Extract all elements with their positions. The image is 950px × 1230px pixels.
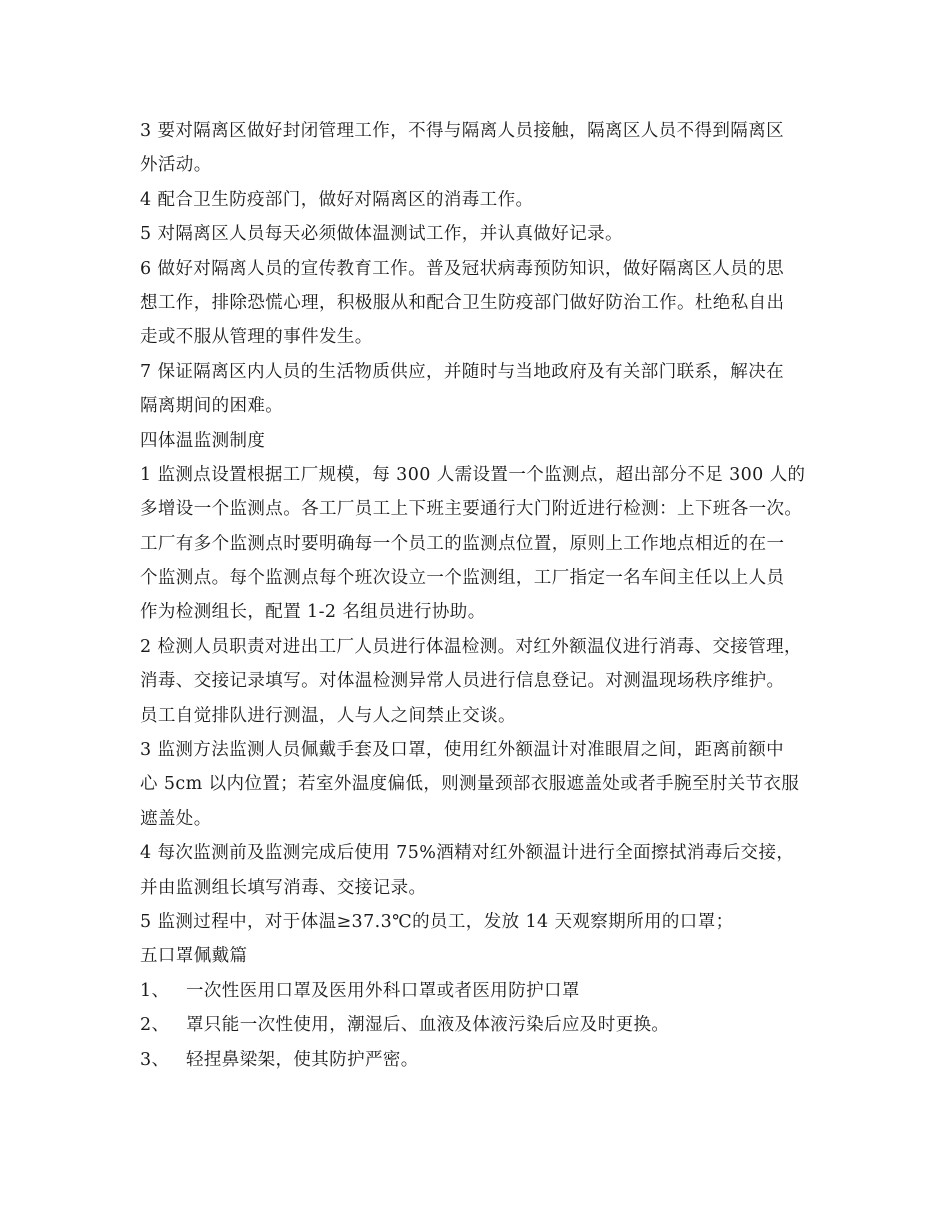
- list-item-number: 1、: [140, 980, 170, 1001]
- text-line: 7 保证隔离区内人员的生活物质供应，并随时与当地政府及有关部门联系，解决在: [140, 361, 784, 382]
- text-line: 3 监测方法监测人员佩戴手套及口罩，使用红外额温计对准眼眉之间，距离前额中: [140, 740, 784, 761]
- text-line: 想工作，排除恐慌心理，积极服从和配合卫生防疫部门做好防治工作。杜绝私自出: [140, 292, 785, 313]
- text-line: 走或不服从管理的事件发生。: [140, 327, 373, 348]
- text-line: 隔离期间的困难。: [140, 396, 284, 417]
- text-line: 遮盖处。: [140, 808, 212, 829]
- text-line: 工厂有多个监测点时要明确每一个员工的监测点位置，原则上工作地点相近的在一: [140, 533, 785, 554]
- text-line: 外活动。: [140, 155, 212, 176]
- text-line: 6 做好对隔离人员的宣传教育工作。普及冠状病毒预防知识，做好隔离区人员的思: [140, 258, 784, 279]
- section-heading: 四体温监测制度: [140, 430, 266, 451]
- text-line: 多增设一个监测点。各工厂员工上下班主要通行大门附近进行检测：上下班各一次。: [140, 499, 803, 520]
- list-item-text: 罩只能一次性使用，潮湿后、血液及体液污染后应及时更换。: [186, 1015, 670, 1036]
- text-line: 员工自觉排队进行测温，人与人之间禁止交谈。: [140, 705, 516, 726]
- list-item-number: 3、: [140, 1049, 170, 1070]
- text-line: 心 5cm 以内位置；若室外温度偏低，则测量颈部衣服遮盖处或者手腕至肘关节衣服: [140, 774, 800, 795]
- list-item: [140, 1008, 830, 1042]
- text-line: 2 检测人员职责对进出工厂人员进行体温检测。对红外额温仪进行消毒、交接管理，: [140, 636, 802, 657]
- text-line: 4 配合卫生防疫部门，做好对隔离区的消毒工作。: [140, 189, 534, 210]
- text-line: 5 对隔离区人员每天必须做体温测试工作，并认真做好记录。: [140, 224, 623, 245]
- text-line: 3 要对隔离区做好封闭管理工作，不得与隔离人员接触，隔离区人员不得到隔离区: [140, 121, 784, 141]
- list-item-text: 一次性医用口罩及医用外科口罩或者医用防护口罩: [186, 980, 580, 1001]
- list-item-text: 轻捏鼻梁架，使其防护严密。: [186, 1049, 419, 1070]
- text-line: 1 监测点设置根据工厂规模，每 300 人需设置一个监测点，超出部分不足 300 人的: [140, 464, 806, 485]
- list-item-number: 2、: [140, 1015, 170, 1036]
- list-item: [140, 1043, 830, 1077]
- text-line: 并由监测组长填写消毒、交接记录。: [140, 877, 427, 898]
- text-line: 4 每次监测前及监测完成后使用 75%酒精对红外额温计进行全面擦拭消毒后交接，: [140, 843, 795, 864]
- section-heading: 五口罩佩戴篇: [140, 946, 248, 967]
- text-line: 5 监测过程中，对于体温≥37.3℃的员工，发放 14 天观察期所用的口罩；: [140, 911, 734, 932]
- text-line: 个监测点。每个监测点每个班次设立一个监测组，工厂指定一名车间主任以上人员: [140, 568, 785, 589]
- text-line: 作为检测组长，配置 1-2 名组员进行协助。: [140, 602, 486, 623]
- document-body: [140, 114, 830, 1077]
- list-item: [140, 974, 830, 1008]
- text-line: 消毒、交接记录填写。对体温检测异常人员进行信息登记。对测温现场秩序维护。: [140, 671, 785, 692]
